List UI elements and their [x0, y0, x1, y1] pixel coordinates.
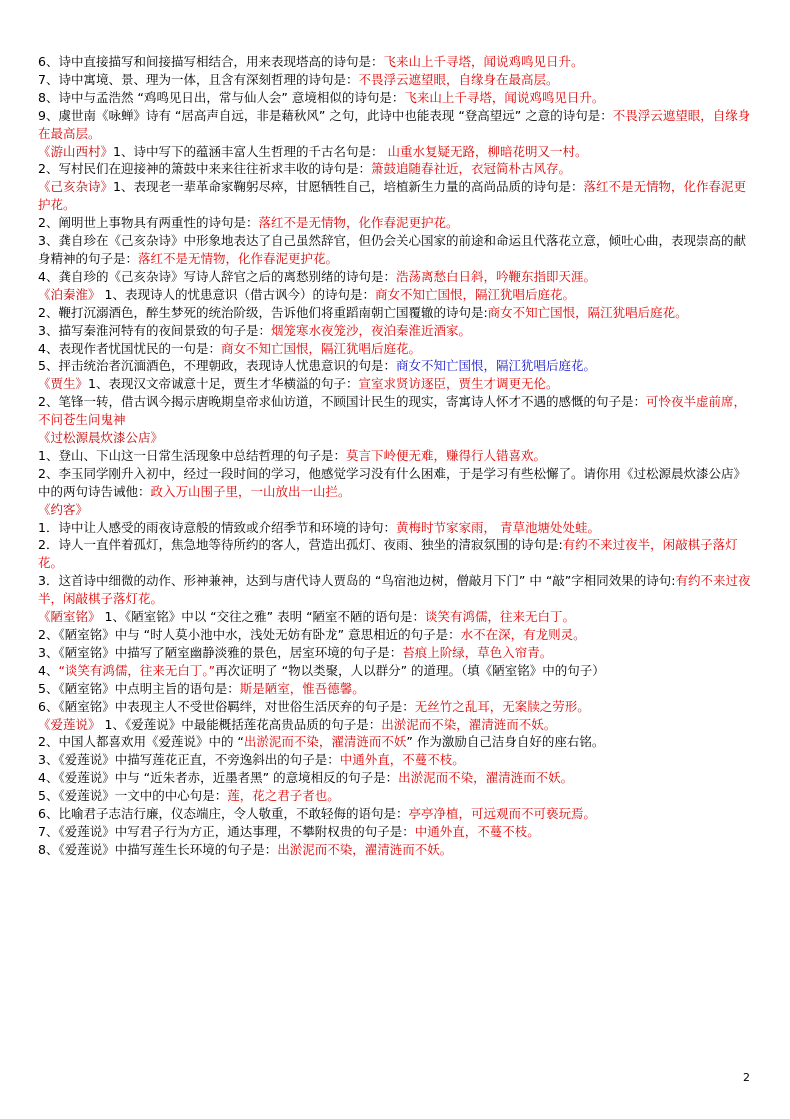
question-text: 2、中国人都喜欢用《爱莲说》中的 “: [38, 734, 244, 750]
text-line: [38, 698, 756, 716]
answer-text: 斯是陋室，惟吾德馨。: [239, 680, 365, 696]
question-text: 5、《陋室铭》中点明主旨的语句是：: [38, 680, 240, 696]
text-line: [38, 322, 756, 340]
section-title: 《爱莲说》: [38, 716, 101, 732]
text-line: [38, 662, 756, 680]
answer-text: 中通外直，不蔓不枝。: [414, 823, 540, 839]
section-title: 《游山西村》: [38, 143, 114, 159]
question-text: 5、《爱莲说》一文中的中心句是：: [38, 788, 228, 804]
text-line: [38, 340, 756, 358]
text-line: [38, 769, 756, 787]
question-text: 3、描写秦淮河特有的夜间景致的句子是：: [38, 322, 271, 338]
question-text: 8、诗中与孟浩然 “鸡鸣见日出，常与仙人会” 意境相似的诗句是：: [38, 89, 405, 105]
text-line: [38, 519, 756, 537]
text-line: [38, 626, 756, 644]
question-text: 3、《陋室铭》中描写了陋室幽静淡雅的景色，居室环境的句子是：: [38, 644, 403, 660]
answer-text: 商女不知亡国恨，隔江犹唱后庭花。: [374, 286, 575, 302]
answer-text: 有约不来过夜半，闲敲棋子落灯花。: [38, 573, 751, 607]
answer-text: 落红不是无情物，化作春泥更护花。: [138, 250, 339, 266]
text-line: [38, 89, 756, 107]
answer-text: 商女不知亡国恨，隔江犹唱后庭花。: [487, 304, 688, 320]
answer-text: 落红不是无情物，化作春泥更护花。: [258, 215, 459, 231]
text-line: [38, 375, 756, 393]
text-line: [38, 536, 756, 572]
question-text: 再次证明了 “物以类聚，人以群分” 的道理。（填《陋室铭》中的句子）: [215, 662, 605, 678]
text-line: [38, 823, 756, 841]
answer-text: 可怜夜半虚前席，不问苍生问鬼神: [38, 394, 746, 428]
answer-text: 谈笑有鸿儒，往来无白丁。: [425, 609, 576, 625]
question-text: 2、李玉同学刚升入初中，经过一段时间的学习，他感觉学习没有什么困难，于是学习有些松懈了。请你用《过松源晨炊漆公店》中的两句诗告诫他：: [38, 465, 746, 499]
question-text: 7、《爱莲说》中写君子行为方正，通达事理，不攀附权贵的句子是：: [38, 823, 415, 839]
answer-text: 箫鼓追随春社近，衣冠简朴古风存。: [370, 161, 571, 177]
question-text: 2、鞭打沉溺酒色，醉生梦死的统治阶级，告诉他们将重蹈南朝亡国覆辙的诗句是:: [38, 304, 488, 320]
question-text: 4、龚自珍的《己亥杂诗》写诗人辞官之后的离愁别绪的诗句是：: [38, 268, 396, 284]
question-text: 1、登山、下山这一日常生活现象中总结哲理的句子是：: [38, 447, 346, 463]
text-line: [38, 465, 756, 501]
text-line: [38, 429, 756, 447]
question-text: 9、虞世南《咏蝉》诗有 “居高声自远，非是藉秋风” 之句，此诗中也能表现 “登高望远” 之意的诗句是：: [38, 107, 613, 123]
answer-text: 中通外直，不蔓不枝。: [339, 752, 465, 768]
answer-text: 不畏浮云遮望眼，自缘身在最高层。: [358, 71, 559, 87]
answer-text: 浩荡离愁白日斜，吟鞭东指即天涯。: [395, 268, 596, 284]
page-number: 2: [743, 1071, 750, 1084]
answer-text: 出淤泥而不染，濯清涟而不妖。: [277, 841, 453, 857]
question-text: 4、: [38, 662, 59, 678]
question-text: 6、诗中直接描写和间接描写相结合，用来表现塔高的诗句是：: [38, 54, 384, 69]
question-text: 2．诗人一直伴着孤灯，焦急地等待所约的客人，营造出孤灯、夜雨、独坐的清寂氛围的诗句是:: [38, 537, 563, 553]
question-text: 1、《陋室铭》中以 “交往之雅” 表明 “陋室不陋的语句是：: [100, 609, 426, 625]
section-title: 《陋室铭》: [38, 609, 101, 625]
answer-text: 山重水复疑无路，柳暗花明又一村。: [387, 143, 588, 159]
text-line: [38, 608, 756, 626]
text-line: [38, 644, 756, 662]
question-text: 6、比喻君子志洁行廉，仪态端庄，令人敬重，不敢轻侮的语句是：: [38, 806, 409, 822]
text-line: [38, 447, 756, 465]
section-title: 《过松源晨炊漆公店》: [38, 430, 164, 446]
question-text: 5、抨击统治者沉湎酒色，不理朝政，表现诗人忧患意识的句是：: [38, 358, 396, 374]
text-line: [38, 107, 756, 143]
text-line: [38, 357, 756, 375]
text-line: [38, 304, 756, 322]
answer-text: 飞来山上千寻塔，闻说鸡鸣见日升。: [383, 54, 584, 69]
text-line: [38, 143, 756, 161]
text-line: [38, 268, 756, 286]
question-text: 3、《爱莲说》中描写莲花正直，不旁逸斜出的句子是：: [38, 752, 340, 768]
question-text: 3．这首诗中细微的动作、形神兼神，达到与唐代诗人贾岛的 “鸟宿池边树，僧敲月下门” 中 “敲”字相同效果的诗句:: [38, 573, 676, 589]
question-text: 6、《陋室铭》中表现主人不受世俗羁绊，对世俗生活厌弃的句子是：: [38, 698, 415, 714]
question-text: 7、诗中寓境、景、理为一体，且含有深刻哲理的诗句是：: [38, 71, 359, 87]
answer-text: 飞来山上千寻塔，闻说鸡鸣见日升。: [404, 89, 605, 105]
answer-text: 无丝竹之乱耳，无案牍之劳形。: [414, 698, 590, 714]
text-line: [38, 572, 756, 608]
answer-text: 出淤泥而不染，濯清涟而不妖。: [398, 770, 574, 786]
answer-text: 出淤泥而不染，濯清涟而不妖: [243, 734, 407, 750]
text-line: [38, 53, 756, 71]
text-line: [38, 393, 756, 429]
answer-text: 商女不知亡国恨，隔江犹唱后庭花。: [395, 358, 596, 374]
answer-text: “谈笑有鸿儒，往来无白丁。”: [58, 662, 216, 678]
text-line: [38, 501, 756, 519]
question-text: 1、《爱莲说》中最能概括莲花高贵品质的句子是：: [100, 716, 382, 732]
question-text: 1、表现诗人的忧患意识（借古讽今）的诗句是：: [100, 286, 375, 302]
answer-text: 有约不来过夜半，闲敲棋子落灯花。: [38, 537, 738, 571]
text-line: [38, 232, 756, 268]
section-title: 《泊秦淮》: [38, 286, 101, 302]
text-line: [38, 805, 756, 823]
question-text: 1、表现汉文帝诚意十足，贾生才华横溢的句子：: [88, 376, 359, 392]
answer-text: 政入万山围子里，一山放出一山拦。: [150, 483, 351, 499]
text-line: [38, 214, 756, 232]
answer-text: 莲，花之君子者也。: [227, 788, 340, 804]
answer-text: 不畏浮云遮望眼，自缘身在最高层。: [38, 107, 751, 141]
text-line: [38, 787, 756, 805]
answer-text: 宣室求贤访逐臣，贾生才调更无伦。: [358, 376, 559, 392]
text-line: [38, 286, 756, 304]
question-text: 3、龚自珍在《己亥杂诗》中形象地表达了自己虽然辞官，但仍会关心国家的前途和命运且代落花立意，倾吐心曲，表现崇高的献身精神的句子是：: [38, 233, 746, 266]
question-text: 2、写村民们在迎接神的箫鼓中来来往往祈求丰收的诗句是：: [38, 161, 371, 177]
question-text: ” 作为激励自己洁身自好的座右铭。: [406, 734, 605, 750]
answer-text: 商女不知亡国恨，隔江犹唱后庭花。: [220, 340, 421, 356]
question-text: 4、《爱莲说》中与 “近朱者赤，近墨者黑” 的意境相反的句子是：: [38, 770, 399, 786]
document-body: [38, 53, 756, 859]
text-line: [38, 751, 756, 769]
question-text: 2、笔锋一转，借古讽今揭示唐晚期皇帝求仙访道，不顾国计民生的现实，寄寓诗人怀才不遇的感慨的句子是：: [38, 394, 646, 410]
text-line: [38, 680, 756, 698]
text-line: [38, 178, 756, 214]
answer-text: 水不在深，有龙则灵。: [460, 627, 586, 642]
answer-text: 烟笼寒水夜笼沙，夜泊秦淮近酒家。: [270, 322, 471, 338]
text-line: [38, 716, 756, 734]
question-text: 8、《爱莲说》中描写莲生长环境的句子是：: [38, 841, 278, 857]
question-text: 2、阐明世上事物具有两重性的诗句是：: [38, 215, 259, 231]
text-line: [38, 71, 756, 89]
text-line: [38, 160, 756, 178]
question-text: 4、表现作者忧国忧民的一句是：: [38, 340, 221, 356]
answer-text: 出淤泥而不染，濯清涟而不妖。: [381, 716, 557, 732]
answer-text: 黄梅时节家家雨， 青草池塘处处蛙。: [395, 519, 600, 535]
question-text: 1、诗中写下的蕴涵丰富人生哲理的千古名句是：: [113, 143, 388, 159]
question-text: 1．诗中让人感受的雨夜诗意般的情致或介绍季节和环境的诗句：: [38, 519, 396, 535]
answer-text: 莫言下岭便无难，赚得行人错喜欢。: [345, 447, 546, 463]
section-title: 《己亥杂诗》: [38, 179, 114, 195]
answer-text: 亭亭净植，可远观而不可亵玩焉。: [408, 806, 596, 822]
answer-text: 落红不是无情物，化作春泥更护花。: [38, 179, 746, 213]
question-text: 1、表现老一辈革命家鞠躬尽瘁，甘愿牺牲自己，培植新生力量的高尚品质的诗句是：: [113, 179, 584, 195]
text-line: [38, 841, 756, 859]
question-text: 2、《陋室铭》中与 “时人莫小池中水，浅处无妨有卧龙” 意思相近的句子是：: [38, 627, 461, 642]
section-title: 《约客》: [38, 501, 89, 517]
text-line: [38, 733, 756, 751]
section-title: 《贾生》: [38, 376, 89, 392]
answer-text: 苔痕上阶绿，草色入帘青。: [402, 644, 553, 660]
